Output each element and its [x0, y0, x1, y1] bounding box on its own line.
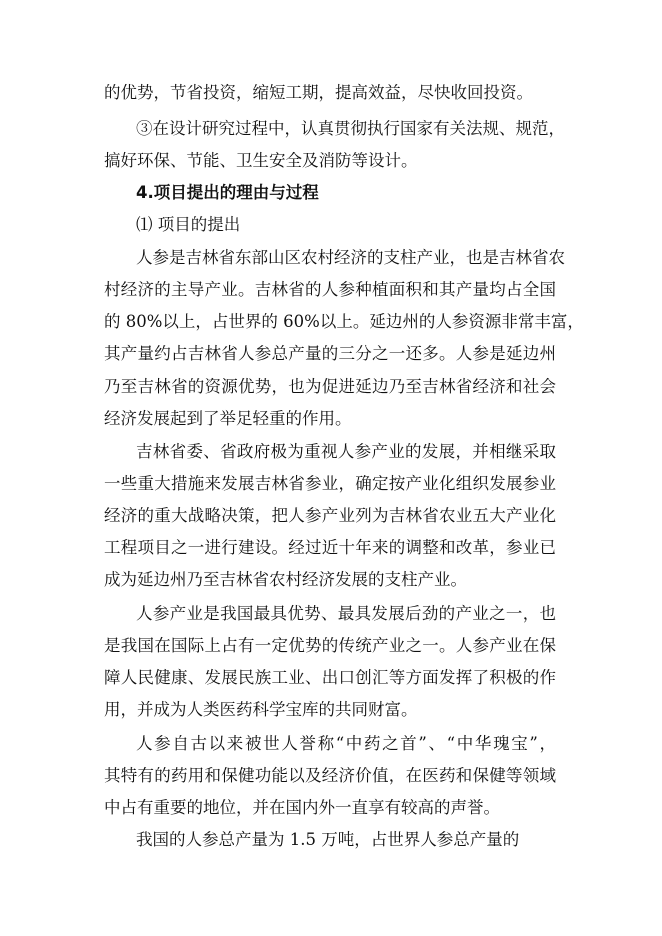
text-line: 乃至吉林省的资源优势，也为促进延边乃至吉林省经济和社会	[104, 377, 556, 396]
text-line: 工程项目之一进行建设。经过近十年来的调整和改革，参业已	[104, 538, 556, 557]
text-line: 人参自古以来被世人誉称“中药之首”、“中华瑰宝”，	[136, 734, 556, 753]
text-line: 是我国在国际上占有一定优势的传统产业之一。人参产业在保	[104, 636, 556, 655]
text-line: 经济发展起到了举足轻重的作用。	[104, 409, 352, 428]
text-line: 其特有的药用和保健功能以及经济价值，在医药和保健等领域	[104, 766, 556, 785]
text-line: 人参产业是我国最具优势、最具发展后劲的产业之一，也	[136, 604, 556, 623]
text-line: 搞好环保、节能、卫生安全及消防等设计。	[104, 151, 418, 170]
text-line: 其产量约占吉林省人参总产量的三分之一还多。人参是延边州	[104, 344, 556, 363]
text-line: 用，并成为人类医药科学宝库的共同财富。	[104, 700, 418, 719]
text-line: 人参是吉林省东部山区农村经济的支柱产业，也是吉林省农	[136, 248, 565, 267]
text-line: 经济的重大战略决策，把人参产业列为吉林省农业五大产业化	[104, 506, 556, 525]
text-line: 我国的人参总产量为 1.5 万吨，占世界人参总产量的	[136, 830, 520, 849]
text-line: ③在设计研究过程中，认真贯彻执行国家有关法规、规范，	[136, 119, 565, 138]
text-line: 村经济的主导产业。吉林省的人参种植面积和其产量均占全国	[104, 280, 556, 299]
subsection-heading: ⑴ 项目的提出	[136, 215, 241, 234]
text-line: 的 80%以上，占世界的 60%以上。延边州的人参资源非常丰富，	[104, 312, 584, 331]
text-line: 成为延边州乃至吉林省农村经济发展的支柱产业。	[104, 570, 467, 589]
text-line: 的优势，节省投资，缩短工期，提高效益，尽快收回投资。	[104, 83, 533, 102]
text-line: 中占有重要的地位，并在国内外一直享有较高的声誉。	[104, 798, 500, 817]
text-line: 吉林省委、省政府极为重视人参产业的发展，并相继采取	[136, 442, 556, 461]
text-line: 一些重大措施来发展吉林省参业，确定按产业化组织发展参业	[104, 474, 556, 493]
section-heading: 4.项目提出的理由与过程	[136, 183, 319, 202]
text-line: 障人民健康、发展民族工业、出口创汇等方面发挥了积极的作	[104, 668, 556, 687]
